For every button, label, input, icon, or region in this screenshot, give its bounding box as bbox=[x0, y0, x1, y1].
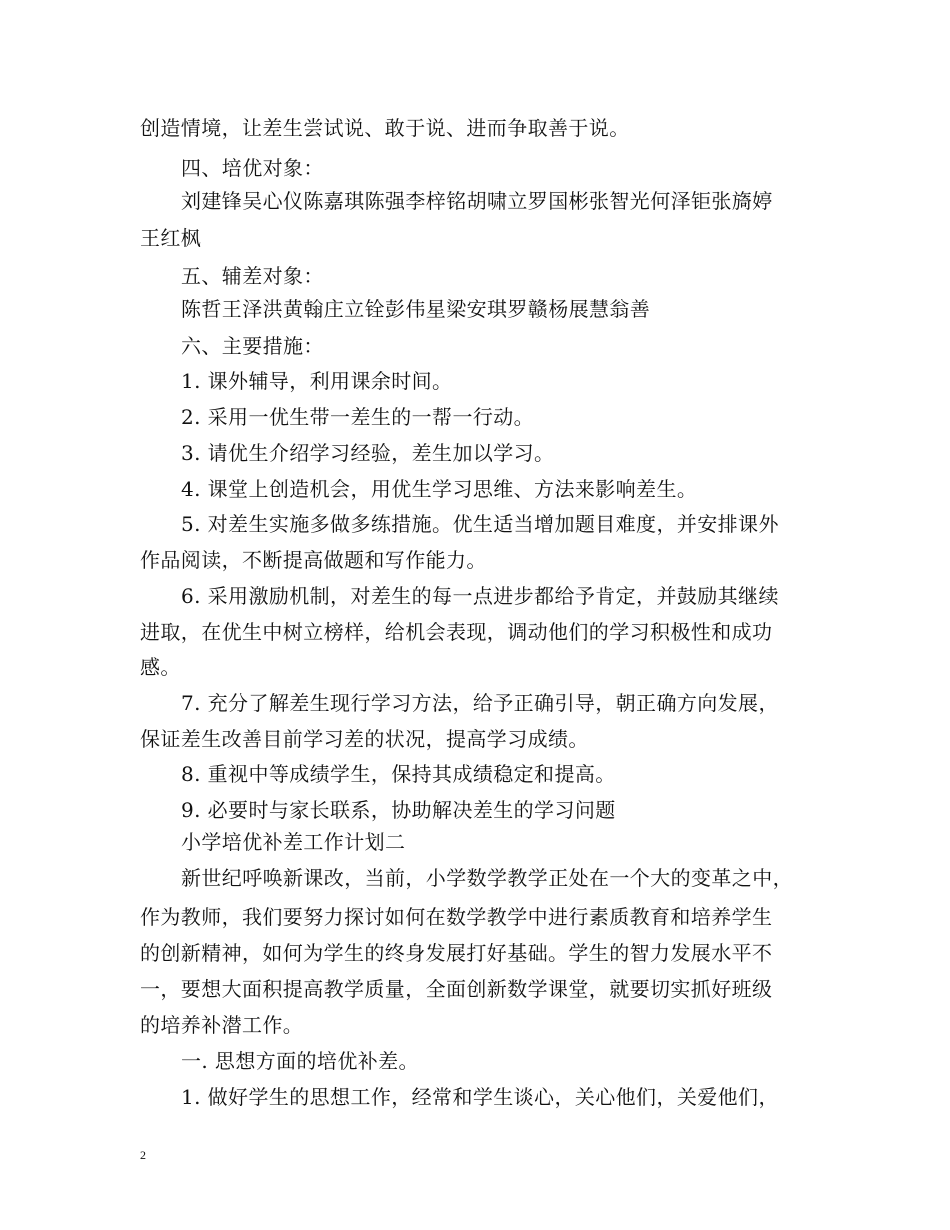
text-line: 作品阅读，不断提高做题和写作能力。 bbox=[140, 548, 487, 572]
list-item: 3. 请优生介绍学习经验，差生加以学习。 bbox=[181, 441, 555, 465]
text-line: 陈哲王泽洪黄翰庄立铨彭伟星梁安琪罗赣杨展慧翁善 bbox=[181, 297, 651, 321]
page-number: 2 bbox=[140, 1148, 146, 1162]
section-heading: 六、主要措施： bbox=[181, 334, 324, 358]
section-heading: 四、培优对象： bbox=[181, 156, 324, 180]
list-item: 1. 做好学生的思想工作，经常和学生谈心，关心他们，关爱他们， bbox=[181, 1085, 779, 1109]
document-subtitle: 小学培优补差工作计划二 bbox=[181, 830, 406, 854]
text-line: 的创新精神，如何为学生的终身发展打好基础。学生的智力发展水平不 bbox=[140, 941, 773, 965]
section-heading: 一. 思想方面的培优补差。 bbox=[181, 1049, 419, 1073]
text-line: 进取，在优生中树立榜样，给机会表现，调动他们的学习积极性和成功 bbox=[140, 620, 773, 644]
text-line: 作为教师，我们要努力探讨如何在数学教学中进行素质教育和培养学生 bbox=[140, 905, 773, 929]
text-line: 一，要想大面积提高教学质量，全面创新数学课堂，就要切实抓好班级 bbox=[140, 977, 773, 1001]
text-line: 感。 bbox=[140, 655, 181, 679]
text-line: 的培养补潜工作。 bbox=[140, 1013, 304, 1037]
text-line: 创造情境，让差生尝试说、敢于说、进而争取善于说。 bbox=[140, 116, 630, 140]
list-item: 1. 课外辅导，利用课余时间。 bbox=[181, 369, 453, 393]
list-item: 2. 采用一优生带一差生的一帮一行动。 bbox=[181, 405, 535, 429]
list-item: 9. 必要时与家长联系，协助解决差生的学习问题 bbox=[181, 798, 616, 822]
text-line: 保证差生改善目前学习差的状况，提高学习成绩。 bbox=[140, 727, 589, 751]
list-item: 6. 采用激励机制，对差生的每一点进步都给予肯定，并鼓励其继续 bbox=[181, 584, 779, 608]
list-item: 5. 对差生实施多做多练措施。优生适当增加题目难度，并安排课外 bbox=[181, 512, 779, 536]
list-item: 7. 充分了解差生现行学习方法，给予正确引导，朝正确方向发展， bbox=[181, 691, 779, 715]
section-heading: 五、辅差对象： bbox=[181, 264, 324, 288]
list-item: 8. 重视中等成绩学生，保持其成绩稳定和提高。 bbox=[181, 762, 616, 786]
text-line: 王红枫 bbox=[140, 226, 202, 250]
text-line: 新世纪呼唤新课改，当前，小学数学教学正处在一个大的变革之中， bbox=[181, 866, 793, 890]
text-line: 刘建锋吴心仪陈嘉琪陈强李梓铭胡啸立罗国彬张智光何泽钜张旖婷 bbox=[181, 189, 773, 213]
list-item: 4. 课堂上创造机会，用优生学习思维、方法来影响差生。 bbox=[181, 477, 698, 501]
